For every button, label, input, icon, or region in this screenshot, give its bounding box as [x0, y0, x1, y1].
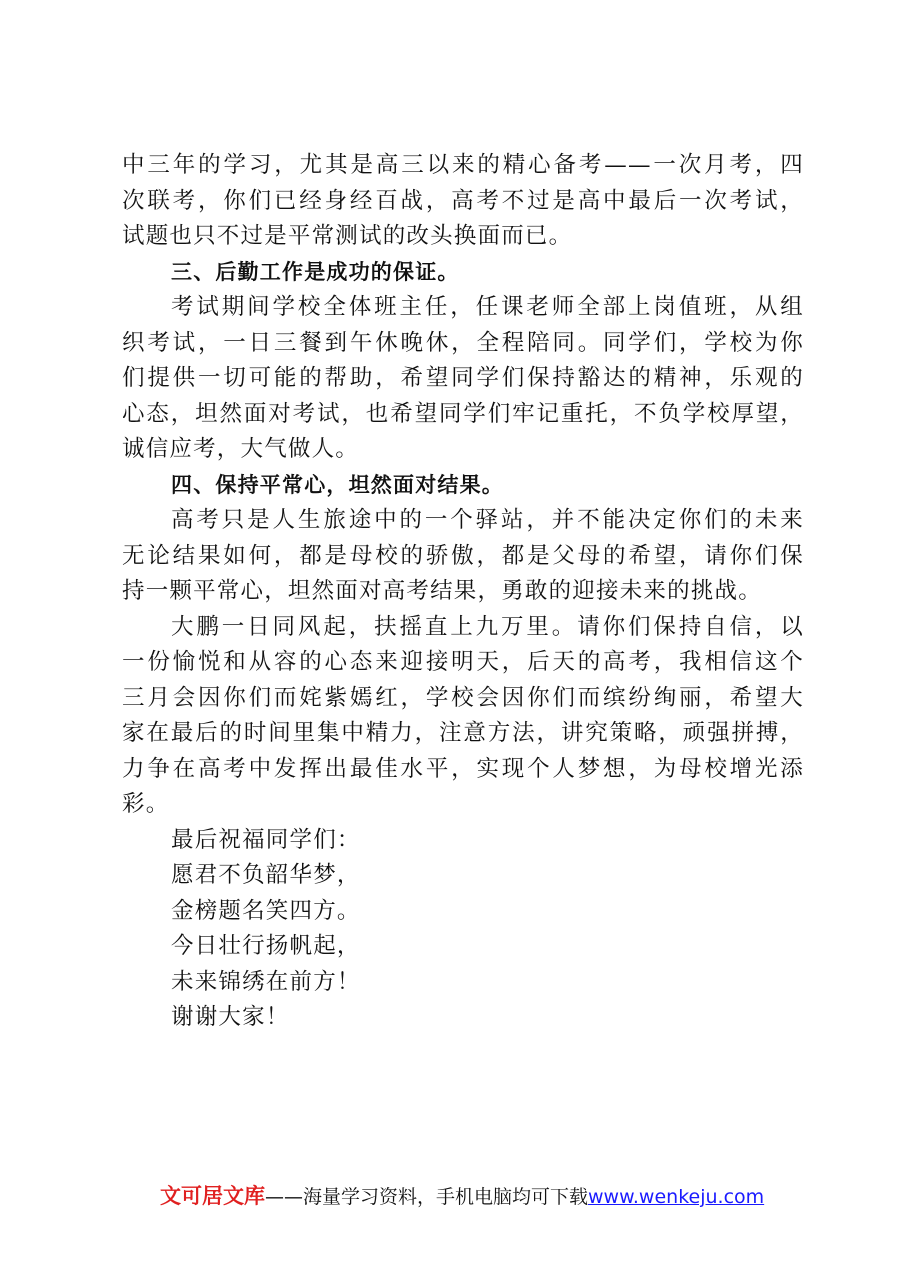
closing-line: 愿君不负韶华梦， — [171, 862, 361, 888]
section-heading-4: 四、保持平常心，坦然面对结果。 — [171, 472, 504, 497]
footer-link[interactable]: www.wenkeju.com — [588, 1186, 765, 1208]
footer-brand: 文可居文库 — [160, 1184, 265, 1208]
text-line: 一份愉悦和从容的心态来迎接明天，后天的高考，我相信这个 — [122, 649, 804, 675]
text-line: 心态，坦然面对考试，也希望同学们牢记重托，不负学校厚望， — [122, 400, 804, 427]
text-line: 无论结果如何，都是母校的骄傲，都是父母的希望，请你们保 — [122, 542, 804, 569]
paragraph-1 — [122, 148, 804, 255]
text-line: 力争在高考中发挥出最佳水平，实现个人梦想，为母校增光添 — [122, 755, 804, 782]
text-line: 大鹏一日同风起，扶摇直上九万里。请你们保持自信，以 — [171, 613, 804, 640]
paragraph-3 — [122, 503, 804, 610]
text-line: 三月会因你们而姹紫嫣红，学校会因你们而缤纷绚丽，希望大 — [122, 684, 804, 711]
text-line: 高考只是人生旅途中的一个驿站，并不能决定你们的未来 — [171, 507, 804, 533]
footer-tagline: ——海量学习资料，手机电脑均可下载 — [265, 1186, 589, 1208]
closing-line: 金榜题名笑四方。 — [171, 897, 361, 924]
closing-line: 未来锦绣在前方！ — [171, 968, 361, 995]
section-heading-3: 三、后勤工作是成功的保证。 — [171, 259, 460, 284]
text-line: 织考试，一日三餐到午休晚休，全程陪同。同学们，学校为你 — [122, 329, 804, 356]
text-line: 次联考，你们已经身经百战，高考不过是高中最后一次考试， — [122, 187, 804, 214]
text-line: 持一颗平常心，坦然面对高考结果，勇敢的迎接未来的挑战。 — [122, 578, 762, 604]
text-line: 们提供一切可能的帮助，希望同学们保持豁达的精神，乐观的 — [122, 365, 804, 391]
footer-banner — [160, 1180, 764, 1210]
text-line: 试题也只不过是平常测试的改头换面而已。 — [122, 223, 573, 249]
text-line: 中三年的学习，尤其是高三以来的精心备考——一次月考，四 — [122, 152, 804, 178]
closing-blessing — [122, 823, 804, 1036]
text-line: 考试期间学校全体班主任，任课老师全部上岗值班，从组 — [171, 294, 804, 320]
closing-line: 最后祝福同学们： — [171, 826, 361, 853]
closing-line: 谢谢大家！ — [171, 1004, 290, 1030]
text-line: 彩。 — [122, 791, 170, 817]
closing-line: 今日壮行扬帆起， — [171, 933, 361, 959]
text-line: 诚信应考，大气做人。 — [122, 436, 360, 462]
paragraph-2 — [122, 290, 804, 468]
paragraph-4 — [122, 610, 804, 823]
text-line: 家在最后的时间里集中精力，注意方法，讲究策略，顽强拼搏， — [122, 720, 804, 746]
document-body — [122, 148, 804, 1036]
